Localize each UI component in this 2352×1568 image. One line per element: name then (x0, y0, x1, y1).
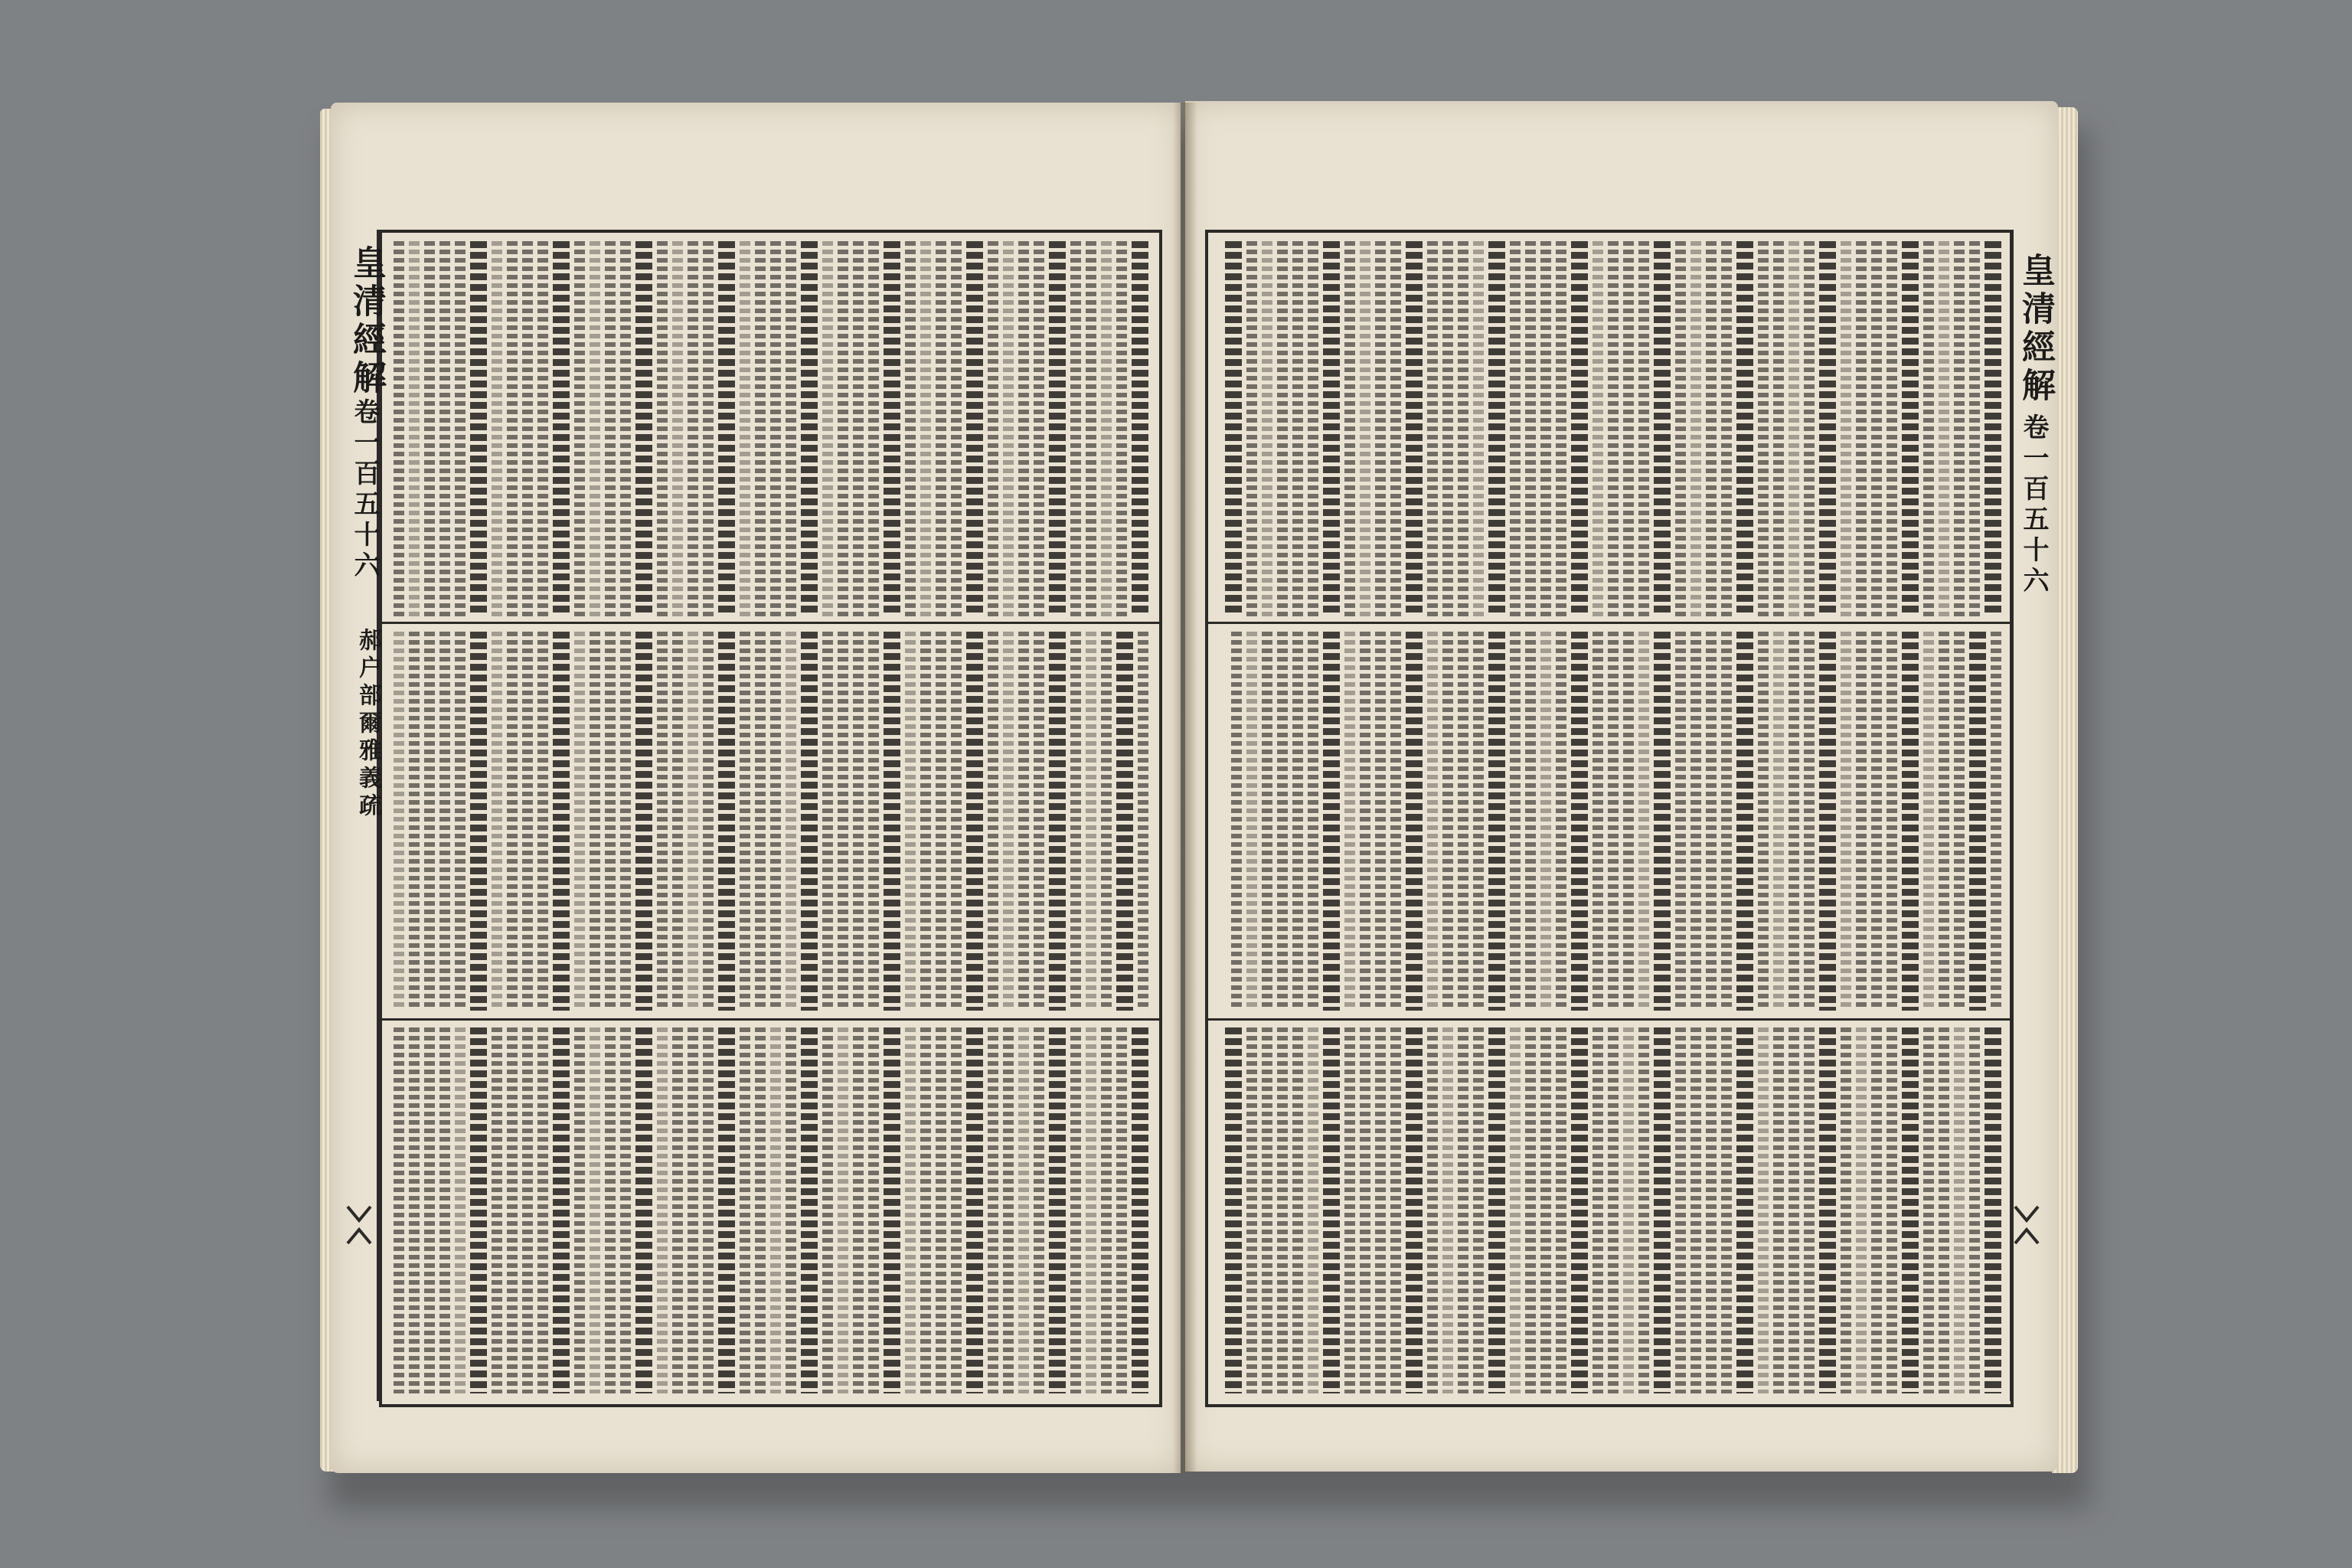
left-row-divider-2 (379, 1018, 1159, 1021)
left-band-bottom (387, 1027, 1148, 1393)
book-gutter (1173, 103, 1197, 1473)
right-volume-number: 卷一百五十六 (2018, 413, 2049, 597)
left-volume-number: 卷一百五十六 (349, 398, 380, 582)
right-fold-mark-icon (2014, 1202, 2040, 1248)
left-page-title: 皇清經解 (347, 245, 386, 398)
left-band-middle (387, 632, 1148, 1011)
left-row-divider-1 (379, 622, 1159, 624)
right-band-top (1213, 241, 2001, 616)
right-band-bottom (1213, 1027, 2001, 1393)
right-row-divider-2 (1205, 1018, 2011, 1021)
right-band-middle (1213, 632, 2001, 1011)
left-book-subtitle: 郝户部爾雅義疏 (354, 628, 381, 821)
right-row-divider-1 (1205, 622, 2011, 624)
left-band-top (387, 241, 1148, 616)
right-page-title: 皇清經解 (2016, 253, 2055, 406)
left-fold-mark-icon (346, 1202, 372, 1248)
